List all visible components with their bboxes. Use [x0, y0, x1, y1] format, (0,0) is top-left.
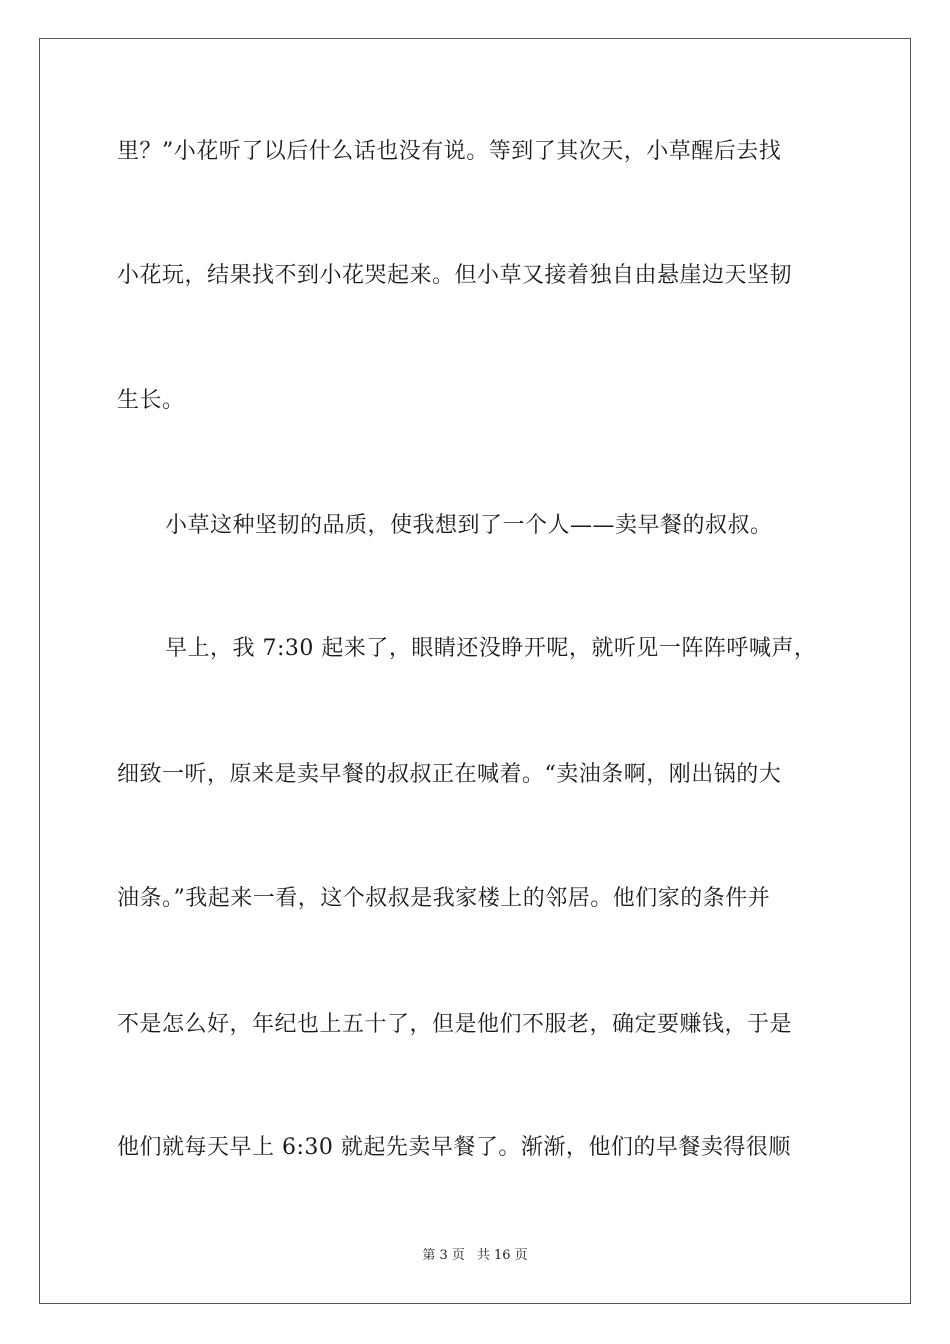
paragraph-start-line: 小草这种坚韧的品质，使我想到了一个人——卖早餐的叔叔。 — [165, 513, 773, 538]
page-border — [39, 38, 911, 1304]
text-line: 他们就每天早上 6:30 就起先卖早餐了。渐渐，他们的早餐卖得很顺 — [117, 1135, 791, 1160]
page-number: 第 3 页 — [422, 1248, 465, 1263]
paragraph-start-line: 早上，我 7:30 起来了，眼睛还没睁开呢，就听见一阵阵呼喊声， — [165, 636, 817, 661]
page-footer — [0, 1247, 950, 1265]
text-line: 油条。”我起来一看，这个叔叔是我家楼上的邻居。他们家的条件并 — [117, 886, 771, 911]
text-line: 细致一听，原来是卖早餐的叔叔正在喊着。“卖油条啊，刚出锅的大 — [117, 762, 782, 787]
text-line: 里？”小花听了以后什么话也没有说。等到了其次天，小草醒后去找 — [117, 139, 782, 164]
text-line: 生长。 — [117, 388, 185, 413]
text-line: 小花玩，结果找不到小花哭起来。但小草又接着独自由悬崖边天坚韧 — [117, 263, 793, 288]
text-line: 不是怎么好，年纪也上五十了，但是他们不服老，确定要赚钱，于是 — [117, 1012, 793, 1037]
page-total: 共 16 页 — [476, 1248, 528, 1263]
